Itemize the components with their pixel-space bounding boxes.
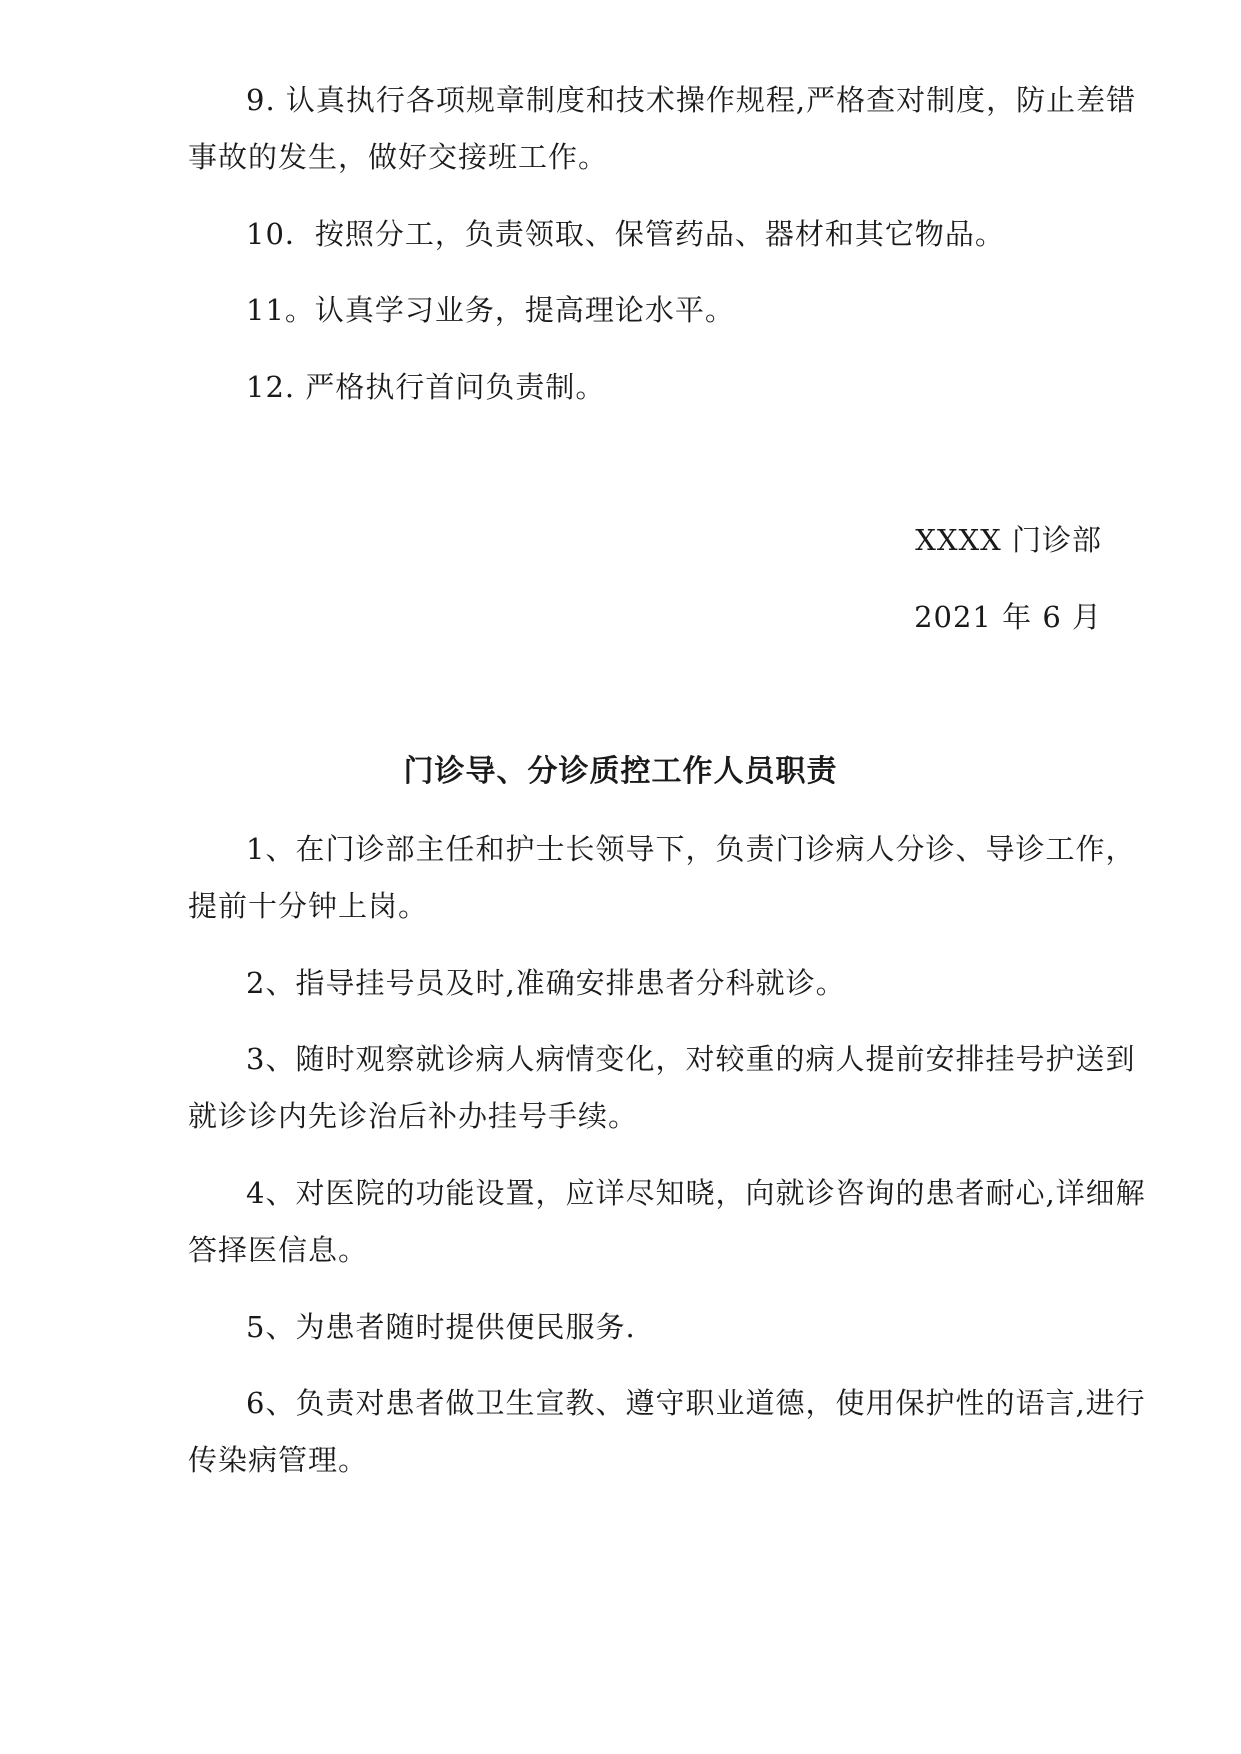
- section-title: 门诊导、分诊质控工作人员职责: [403, 754, 838, 789]
- duty-6-line-1: 6、负责对患者做卫生宣教、遵守职业道德，使用保护性的语言,进行: [246, 1386, 1146, 1420]
- duty-5: 5、为患者随时提供便民服务.: [246, 1310, 636, 1344]
- duty-1-line-2: 提前十分钟上岗。: [188, 889, 429, 923]
- item-10: 10．按照分工，负责领取、保管药品、器材和其它物品。: [246, 217, 1005, 251]
- item-9-line-1: 9. 认真执行各项规章制度和技术操作规程,严格查对制度，防止差错: [246, 83, 1137, 117]
- signature-date: 2021 年 6 月: [914, 600, 1102, 634]
- duty-2: 2、指导挂号员及时,准确安排患者分科就诊。: [246, 966, 846, 1000]
- item-11: 11。认真学习业务，提高理论水平。: [246, 293, 735, 327]
- duty-3-line-1: 3、随时观察就诊病人病情变化，对较重的病人提前安排挂号护送到: [246, 1042, 1136, 1076]
- item-9-line-2: 事故的发生，做好交接班工作。: [188, 140, 609, 174]
- duty-6-line-2: 传染病管理。: [188, 1443, 369, 1477]
- duty-4-line-1: 4、对医院的功能设置，应详尽知晓，向就诊咨询的患者耐心,详细解: [246, 1176, 1146, 1210]
- item-12: 12. 严格执行首问负责制。: [246, 370, 606, 404]
- signature-org: XXXX 门诊部: [915, 523, 1102, 557]
- duty-1-line-1: 1、在门诊部主任和护士长领导下，负责门诊病人分诊、导诊工作，: [246, 832, 1136, 866]
- duty-4-line-2: 答择医信息。: [188, 1233, 369, 1267]
- duty-3-line-2: 就诊诊内先诊治后补办挂号手续。: [188, 1099, 639, 1133]
